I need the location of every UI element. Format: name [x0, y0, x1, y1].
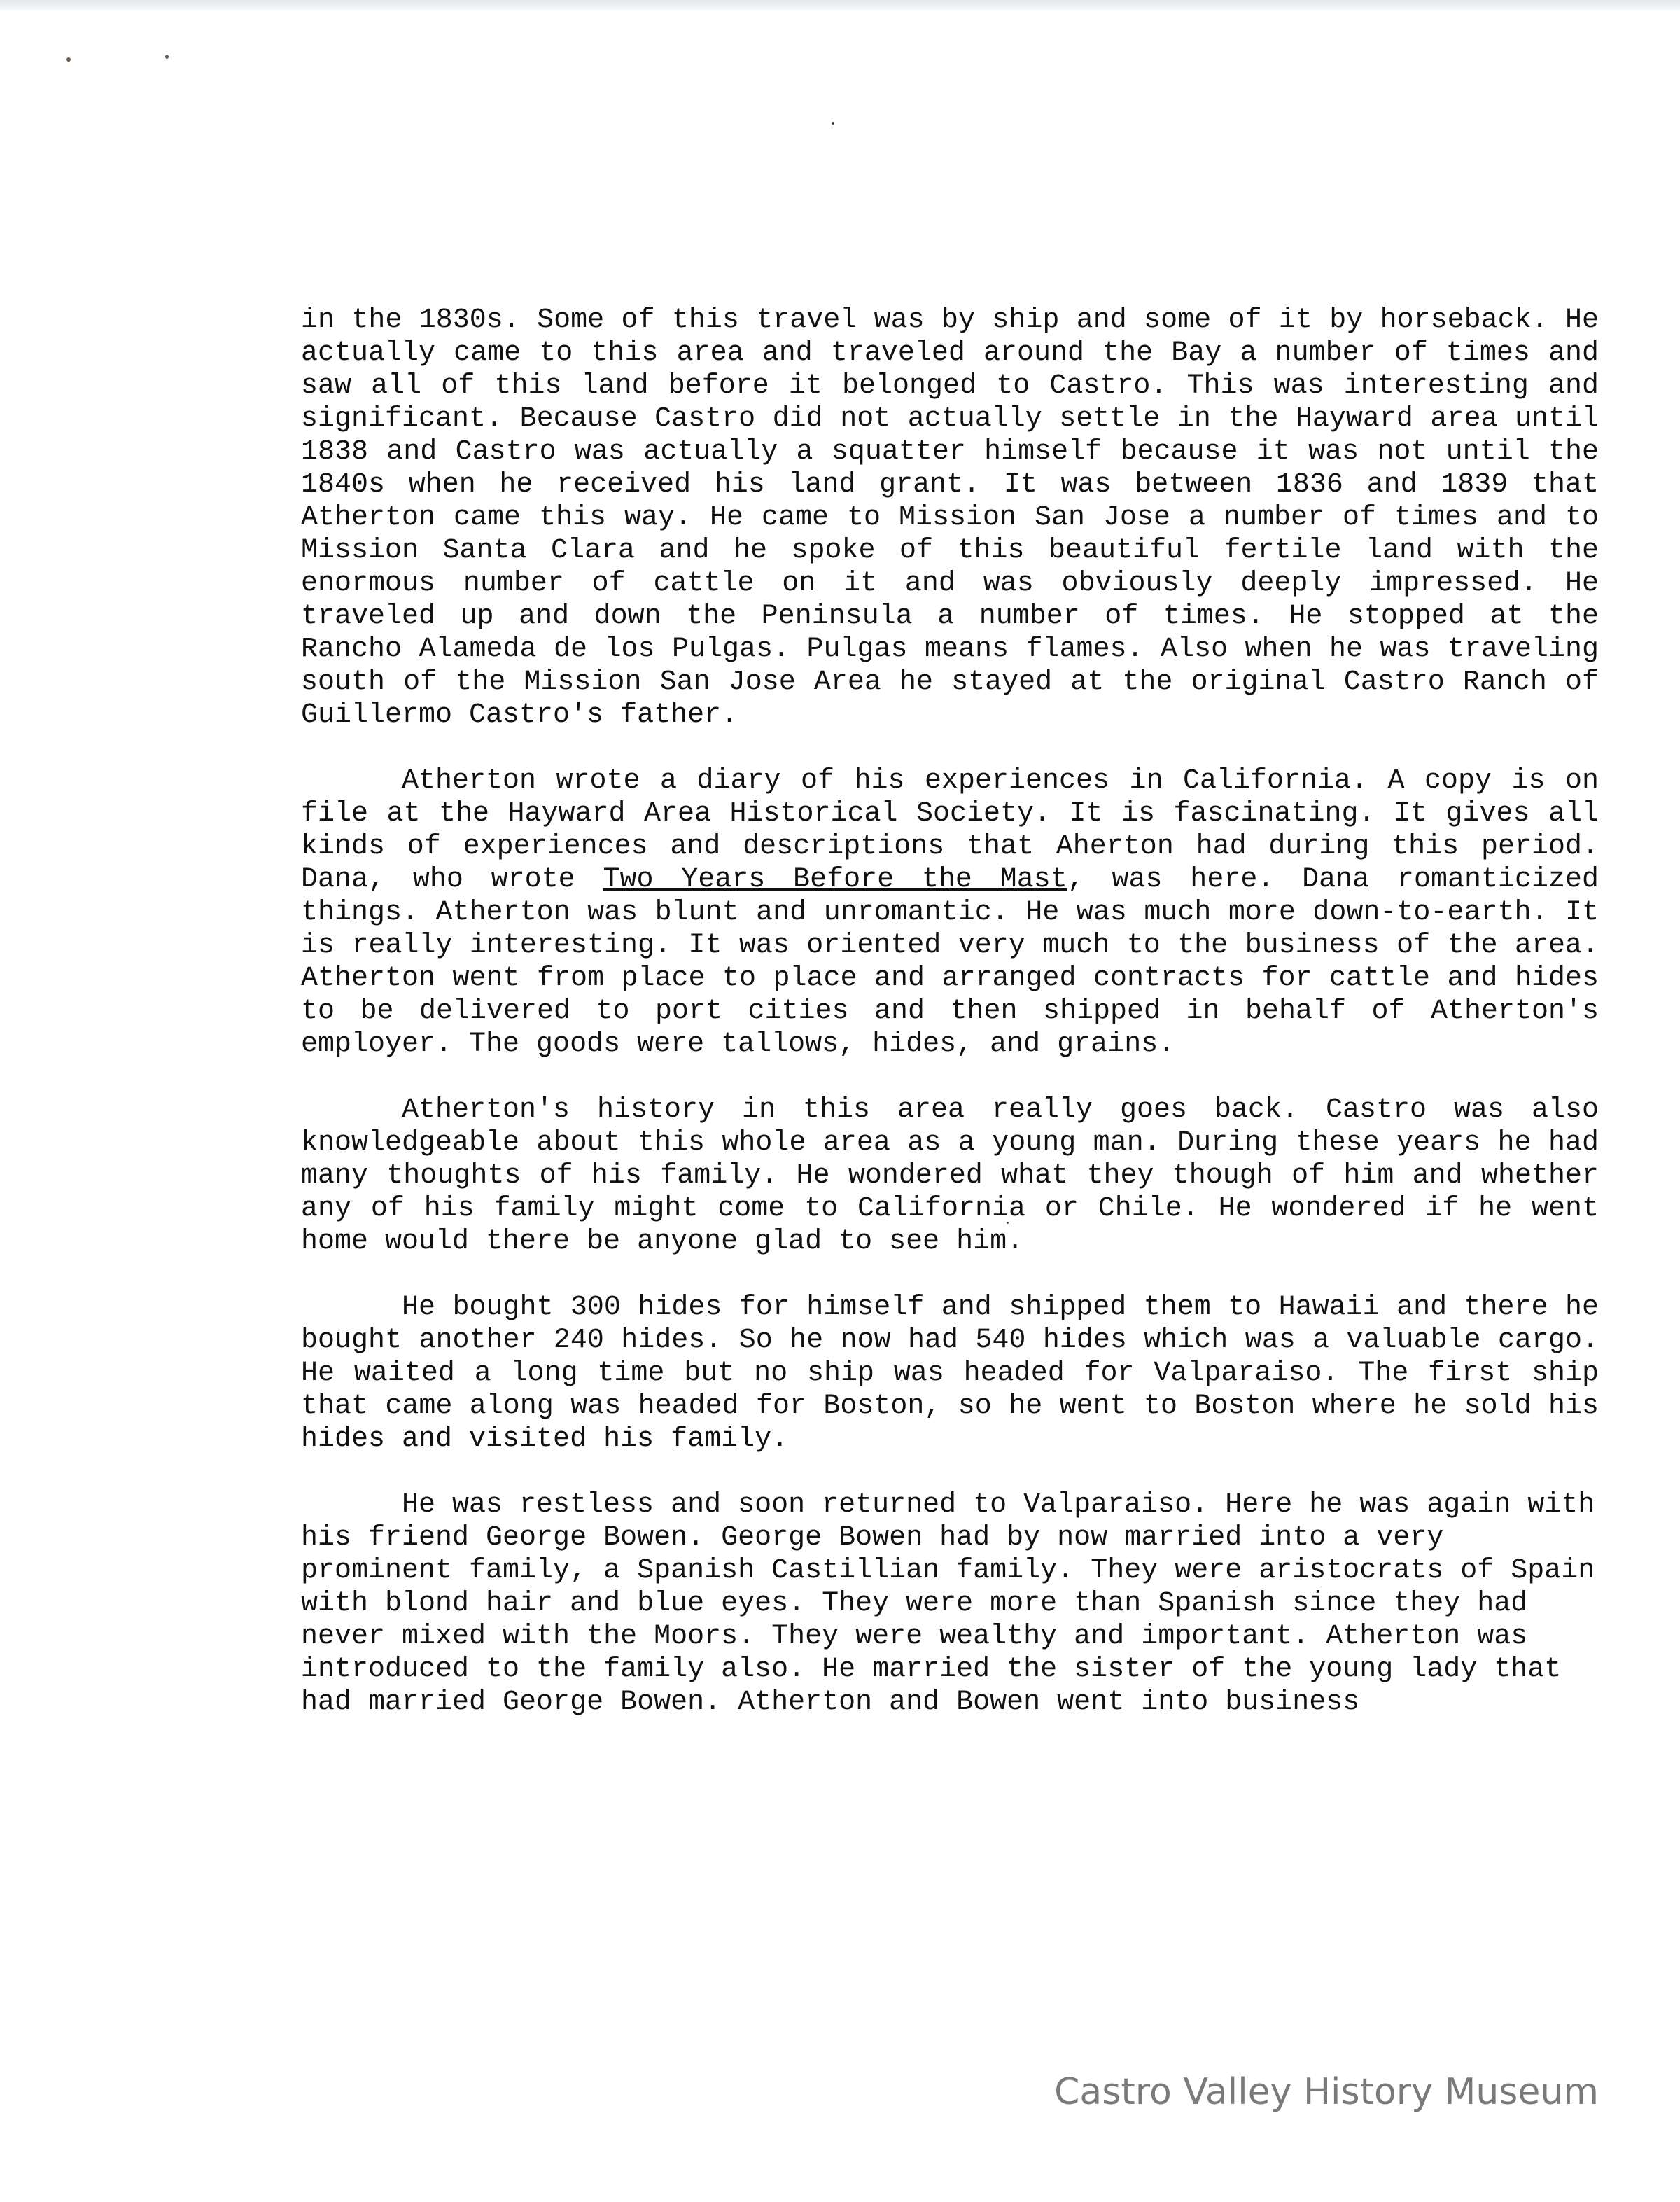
book-title: Two Years Before the Mast: [603, 864, 1068, 896]
scan-edge: [0, 0, 1680, 10]
museum-watermark: Castro Valley History Museum: [1054, 2071, 1599, 2113]
scan-speck: [832, 122, 834, 125]
paragraph-text: Atherton wrote a diary of his experiences in California. A copy is on file at the Hayward Area Historical Society. It is fascinating. It gives all kinds of experiences and descriptions that Aherton had during this period. Dana, who wrote: [301, 765, 1599, 896]
paragraph: He was restless and soon returned to Valparaiso. Here he was again with his friend George Bowen. George Bowen had by now married into a very prominent family, a Spanish Castillian family. They were aristocrats of Spain with blond hair and blue eyes. They were more than Spanish since they had never mixed with the Moors. They were wealthy and important. Atherton was introduced to the family also. He married the sister of the young lady that had married George Bowen. Atherton and Bowen went into business: [301, 1489, 1595, 1718]
paragraph: Atherton's history in this area really goes back. Castro was also knowledgeable about this whole area as a young man. During these years he had many thoughts of his family. He wondered what they though of him and whether any of his family might come to California or Chile. He wondered if he went home would there be anyone glad to see him.: [301, 1094, 1599, 1257]
paragraph: [301, 765, 1599, 1061]
scan-speck: [165, 55, 169, 59]
paragraph: in the 1830s. Some of this travel was by ship and some of it by horseback. He actually came to this area and traveled around the Bay a number of times and saw all of this land before it belonged to Castro. This was interesting and significant. Because Castro did not actually settle in the Hayward area until 1838 and Castro was actually a squatter himself because it was not until the 1840s when he received his land grant. It was between 1836 and 1839 that Atherton came this way. He came to Mission San Jose a number of times and to Mission Santa Clara and he spoke of this beautiful fertile land with the enormous number of cattle on it and was obviously deeply impressed. He traveled up and down the Peninsula a number of times. He stopped at the Rancho Alameda de los Pulgas. Pulgas means flames. Also when he was traveling south of the Mission San Jose Area he stayed at the original Castro Ranch of Guillermo Castro's father.: [301, 305, 1599, 731]
paragraph: He bought 300 hides for himself and shipped them to Hawaii and there he bought another 240 hides. So he now had 540 hides which was a valuable cargo. He waited a long time but no ship was headed for Valparaiso. The first ship that came along was headed for Boston, so he went to Boston where he sold his hides and visited his family.: [301, 1292, 1599, 1455]
paragraph-text: , was here. Dana romanticized things. Atherton was blunt and unromantic. He was much more down-to-earth. It is really interesting. It was oriented very much to the business of the area. Atherton went from place to place and arranged contracts for cattle and hides to be delivered to port cities and then shipped in behalf of Atherton's employer. The goods were tallows, hides, and grains.: [301, 864, 1599, 1060]
scan-speck: [66, 57, 71, 62]
body-text: [301, 304, 1599, 1719]
